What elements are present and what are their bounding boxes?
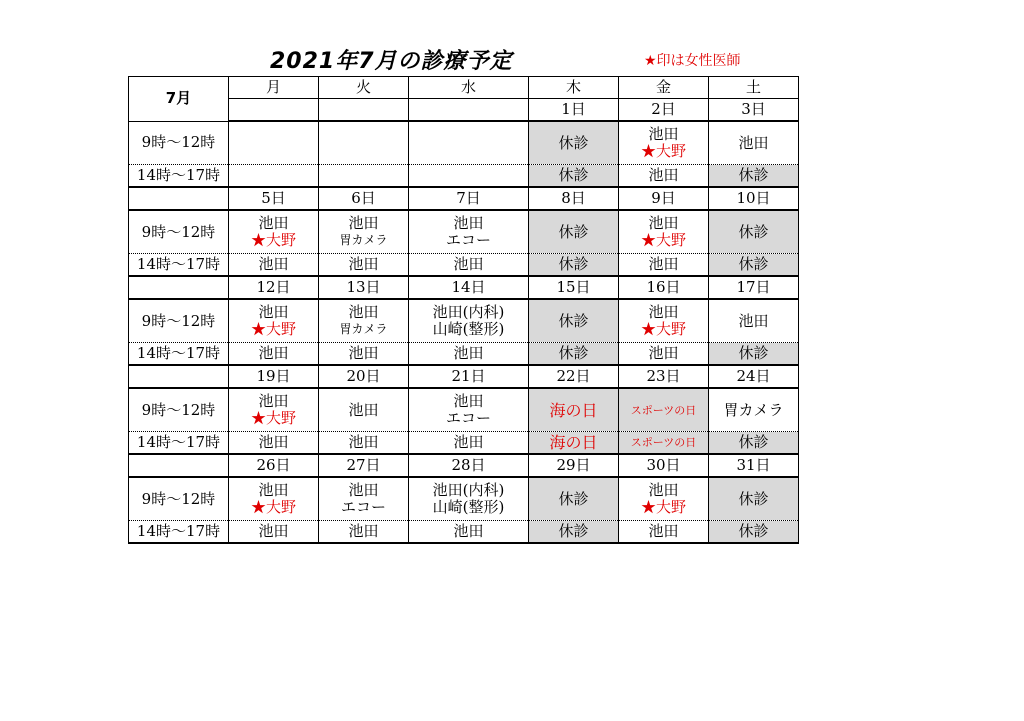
date-cell: 7日 — [409, 187, 529, 210]
cell-text: 池田 — [648, 125, 679, 143]
page-title: 2021年7月の診療予定 — [270, 49, 513, 74]
date-cell: 10日 — [709, 187, 799, 210]
cell-text: 池田 — [453, 214, 484, 232]
date-cell: 13日 — [319, 276, 409, 299]
cell-text: 海の日 — [549, 433, 598, 452]
date-cell: 26日 — [229, 454, 319, 477]
cell-text: 池田 — [648, 481, 679, 499]
afternoon-row — [129, 521, 799, 544]
cell-text: 池田 — [453, 433, 484, 451]
cell-text: 胃カメラ — [339, 233, 388, 247]
schedule-cell — [619, 477, 709, 521]
date-row-label — [129, 454, 229, 477]
cell-text: 池田 — [738, 311, 769, 330]
cell-text: ★大野 — [640, 142, 686, 160]
date-row — [129, 365, 799, 388]
schedule-cell — [619, 388, 709, 432]
schedule-cell — [709, 432, 799, 455]
schedule-cell — [409, 521, 529, 544]
schedule-cell — [319, 254, 409, 277]
schedule-cell — [529, 210, 619, 254]
date-cell — [319, 99, 409, 122]
cell-text: 池田 — [648, 522, 679, 540]
cell-text: 休診 — [558, 489, 589, 508]
cell-text: 休診 — [738, 344, 769, 362]
schedule-cell — [409, 121, 529, 165]
cell-text: 池田 — [348, 214, 379, 232]
date-cell: 8日 — [529, 187, 619, 210]
cell-text: 池田 — [348, 344, 379, 362]
afternoon-row — [129, 165, 799, 188]
cell-text: 池田 — [648, 303, 679, 321]
morning-row — [129, 477, 799, 521]
date-cell: 2日 — [619, 99, 709, 122]
date-cell: 20日 — [319, 365, 409, 388]
cell-text: スポーツの日 — [630, 436, 697, 449]
schedule-cell — [229, 432, 319, 455]
date-cell: 14日 — [409, 276, 529, 299]
cell-text: 池田 — [258, 344, 289, 362]
cell-text: 池田 — [453, 522, 484, 540]
weekday-cell: 火 — [319, 77, 409, 99]
cell-text: 休診 — [738, 166, 769, 184]
weekday-cell: 土 — [709, 77, 799, 99]
schedule-cell — [619, 432, 709, 455]
slot-label-pm: 14時～17時 — [129, 343, 229, 366]
afternoon-row — [129, 432, 799, 455]
date-cell — [229, 99, 319, 122]
date-row — [129, 276, 799, 299]
schedule-cell — [529, 521, 619, 544]
cell-text: 山崎(整形) — [432, 498, 505, 516]
cell-text: 休診 — [558, 522, 589, 540]
slot-label-pm: 14時～17時 — [129, 432, 229, 455]
morning-row — [129, 121, 799, 165]
weekday-cell: 水 — [409, 77, 529, 99]
date-cell: 23日 — [619, 365, 709, 388]
weekday-cell: 木 — [529, 77, 619, 99]
cell-text: 休診 — [558, 311, 589, 330]
cell-text: 休診 — [738, 489, 769, 508]
cell-text: 池田 — [258, 433, 289, 451]
date-cell: 15日 — [529, 276, 619, 299]
date-cell: 31日 — [709, 454, 799, 477]
cell-text: 胃カメラ — [339, 322, 388, 336]
schedule-cell — [229, 210, 319, 254]
date-row-label — [129, 276, 229, 299]
schedule-cell — [529, 121, 619, 165]
cell-text: 池田(内科) — [432, 481, 505, 499]
cell-text: 池田 — [648, 214, 679, 232]
date-row — [129, 99, 799, 122]
morning-row — [129, 299, 799, 343]
morning-row — [129, 210, 799, 254]
schedule-cell — [409, 254, 529, 277]
cell-text: 池田 — [348, 255, 379, 273]
date-cell: 17日 — [709, 276, 799, 299]
schedule-cell — [319, 299, 409, 343]
cell-text: ★大野 — [250, 498, 296, 516]
schedule-cell — [619, 121, 709, 165]
cell-text: ★大野 — [640, 231, 686, 249]
cell-text: エコー — [445, 409, 491, 427]
date-cell — [409, 99, 529, 122]
slot-label-am: 9時～12時 — [129, 388, 229, 432]
cell-text: 池田 — [348, 522, 379, 540]
cell-text: 池田 — [258, 392, 289, 410]
cell-text: スポーツの日 — [630, 403, 697, 417]
schedule-cell — [619, 210, 709, 254]
schedule-table — [128, 76, 799, 544]
schedule-cell — [529, 254, 619, 277]
cell-text: 休診 — [558, 344, 589, 362]
schedule-cell — [709, 388, 799, 432]
slot-label-am: 9時～12時 — [129, 121, 229, 165]
schedule-cell — [409, 343, 529, 366]
cell-text: 休診 — [558, 166, 589, 184]
cell-text: エコー — [340, 498, 386, 516]
cell-text: 海の日 — [549, 400, 598, 420]
cell-text: 休診 — [558, 255, 589, 273]
date-cell: 29日 — [529, 454, 619, 477]
afternoon-row — [129, 254, 799, 277]
slot-label-pm: 14時～17時 — [129, 165, 229, 188]
schedule-cell — [529, 432, 619, 455]
schedule-cell — [619, 343, 709, 366]
month-cell: 7月 — [129, 77, 229, 122]
date-row — [129, 454, 799, 477]
cell-text: 池田 — [258, 522, 289, 540]
slot-label-am: 9時～12時 — [129, 477, 229, 521]
schedule-cell — [409, 299, 529, 343]
cell-text: 池田 — [258, 303, 289, 321]
cell-text: 池田 — [258, 214, 289, 232]
schedule-cell — [229, 477, 319, 521]
cell-text: 休診 — [558, 133, 589, 152]
date-cell: 22日 — [529, 365, 619, 388]
schedule-cell — [709, 165, 799, 188]
schedule-cell — [319, 521, 409, 544]
schedule-cell — [319, 343, 409, 366]
schedule-cell — [229, 254, 319, 277]
cell-text: 池田 — [648, 344, 679, 362]
date-cell: 27日 — [319, 454, 409, 477]
schedule-cell — [529, 388, 619, 432]
schedule-cell — [619, 165, 709, 188]
date-cell: 5日 — [229, 187, 319, 210]
slot-label-pm: 14時～17時 — [129, 254, 229, 277]
cell-text: ★大野 — [640, 498, 686, 516]
slot-label-am: 9時～12時 — [129, 210, 229, 254]
date-cell: 6日 — [319, 187, 409, 210]
schedule-cell — [529, 165, 619, 188]
schedule-cell — [319, 210, 409, 254]
schedule-cell — [709, 343, 799, 366]
schedule-cell — [409, 432, 529, 455]
cell-text: 休診 — [738, 433, 769, 451]
date-row-label — [129, 187, 229, 210]
date-cell: 21日 — [409, 365, 529, 388]
weekday-cell: 金 — [619, 77, 709, 99]
date-cell: 28日 — [409, 454, 529, 477]
schedule-cell — [529, 343, 619, 366]
schedule-cell — [409, 388, 529, 432]
schedule-cell — [709, 210, 799, 254]
weekday-cell: 月 — [229, 77, 319, 99]
schedule-cell — [409, 477, 529, 521]
schedule-cell — [319, 165, 409, 188]
cell-text: 池田(内科) — [432, 303, 505, 321]
cell-text: 池田 — [738, 133, 769, 152]
slot-label-am: 9時～12時 — [129, 299, 229, 343]
date-cell: 12日 — [229, 276, 319, 299]
cell-text: 池田 — [453, 392, 484, 410]
schedule-cell — [409, 165, 529, 188]
date-cell: 9日 — [619, 187, 709, 210]
cell-text: 休診 — [558, 222, 589, 241]
cell-text: 休診 — [738, 222, 769, 241]
schedule-cell — [319, 121, 409, 165]
date-cell: 30日 — [619, 454, 709, 477]
weekday-header-row — [129, 77, 799, 99]
cell-text: ★大野 — [250, 320, 296, 338]
schedule-cell — [229, 121, 319, 165]
schedule-cell — [709, 121, 799, 165]
schedule-cell — [319, 477, 409, 521]
schedule-cell — [229, 521, 319, 544]
cell-text: 池田 — [348, 433, 379, 451]
date-cell: 24日 — [709, 365, 799, 388]
date-cell: 1日 — [529, 99, 619, 122]
cell-text: 山崎(整形) — [432, 320, 505, 338]
cell-text: ★大野 — [640, 320, 686, 338]
cell-text: 池田 — [258, 255, 289, 273]
cell-text: 池田 — [348, 400, 379, 419]
date-row — [129, 187, 799, 210]
schedule-cell — [229, 165, 319, 188]
cell-text: ★大野 — [250, 231, 296, 249]
date-row-label — [129, 365, 229, 388]
afternoon-row — [129, 343, 799, 366]
date-cell: 19日 — [229, 365, 319, 388]
cell-text: 池田 — [348, 303, 379, 321]
slot-label-pm: 14時～17時 — [129, 521, 229, 544]
schedule-cell — [529, 299, 619, 343]
cell-text: 池田 — [648, 255, 679, 273]
cell-text: 池田 — [453, 344, 484, 362]
schedule-cell — [709, 521, 799, 544]
cell-text: 池田 — [648, 166, 679, 184]
schedule-cell — [709, 299, 799, 343]
date-cell: 3日 — [709, 99, 799, 122]
schedule-cell — [229, 343, 319, 366]
schedule-cell — [409, 210, 529, 254]
cell-text: 池田 — [258, 481, 289, 499]
schedule-cell — [529, 477, 619, 521]
date-cell: 16日 — [619, 276, 709, 299]
cell-text: 胃カメラ — [723, 400, 784, 419]
schedule-cell — [319, 432, 409, 455]
schedule-cell — [319, 388, 409, 432]
cell-text: 休診 — [738, 522, 769, 540]
cell-text: 池田 — [453, 255, 484, 273]
cell-text: 休診 — [738, 255, 769, 273]
morning-row — [129, 388, 799, 432]
schedule-cell — [619, 299, 709, 343]
schedule-cell — [619, 521, 709, 544]
schedule-cell — [709, 477, 799, 521]
cell-text: ★大野 — [250, 409, 296, 427]
schedule-cell — [229, 299, 319, 343]
schedule-cell — [619, 254, 709, 277]
schedule-cell — [709, 254, 799, 277]
schedule-cell — [229, 388, 319, 432]
cell-text: エコー — [445, 231, 491, 249]
cell-text: 池田 — [348, 481, 379, 499]
female-doctor-note: ★印は女性医師 — [644, 53, 741, 69]
